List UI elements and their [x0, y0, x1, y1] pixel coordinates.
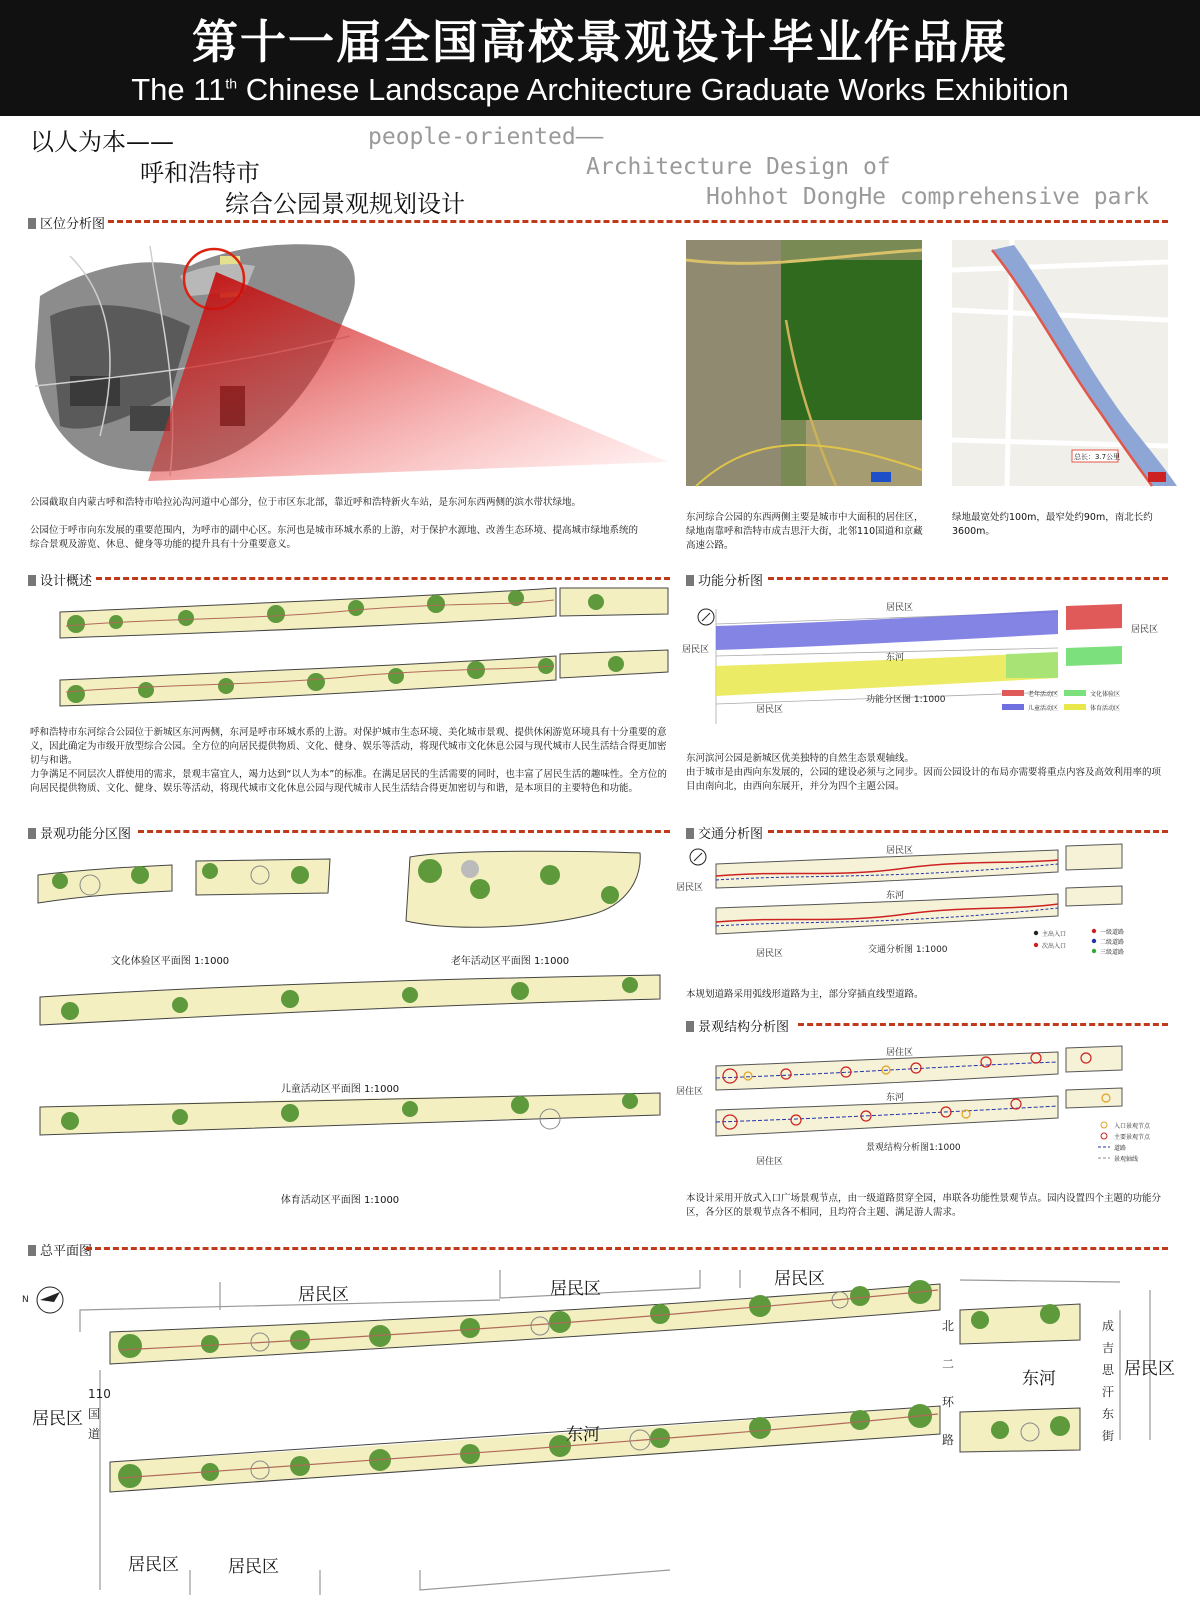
road-north2-label: 环: [942, 1395, 955, 1409]
legend-label: 一级道路: [1100, 929, 1125, 936]
master-resident-right: 居民区: [1124, 1359, 1175, 1379]
structure-text: 本设计采用开放式入口广场景观节点，由一级道路贯穿全园，串联各功能性景观节点。园内设置四个主题的功能分区，各分区的景观节点各不相同，且均符合主题、满足游人需求。: [686, 1193, 1162, 1218]
legend-swatch: [1064, 704, 1086, 710]
master-resident-bottom-1: 居民区: [128, 1555, 179, 1575]
section-traffic-label: 交通分析图: [686, 823, 763, 842]
traffic-resident-left: 居民区: [676, 883, 704, 893]
legend-marker: [1092, 939, 1096, 943]
legend-label: 主出入口: [1042, 931, 1067, 938]
traffic-text: 本规划道路采用弧线形道路为主，部分穿插直线型道路。: [686, 989, 924, 1000]
subtitle-cn-2: 呼和浩特市: [140, 159, 260, 187]
legend-label: 儿童活动区: [1028, 705, 1059, 712]
legend-label: 道路: [1114, 1145, 1127, 1152]
satellite-text: 东河综合公园的东西两侧主要是城市中大面积的居住区，绿地南靠呼和浩特市成吉思汗大街，北邻110国道和京藏高速公路。: [686, 512, 924, 551]
section-divider: [108, 220, 1168, 223]
function-resident-top: 居民区: [886, 603, 914, 613]
master-resident-3: 居民区: [774, 1269, 825, 1289]
map-scale-label: 总长：3.7公里: [1074, 453, 1121, 461]
road-110-label: 道: [88, 1427, 101, 1441]
section-design-label: 设计概述: [28, 570, 92, 589]
zone-sports-caption: 体育活动区平面图 1:1000: [280, 1195, 400, 1206]
legend-label: 体育活动区: [1090, 705, 1121, 712]
structure-river: 东河: [886, 1093, 905, 1103]
master-resident-bottom-2: 居民区: [228, 1557, 279, 1577]
section-location-label: 区位分析图: [28, 213, 105, 232]
traffic-resident-bottom: 居民区: [756, 949, 784, 959]
legend-label: 主要景观节点: [1114, 1134, 1151, 1141]
section-function-label: 功能分析图: [686, 570, 763, 589]
legend-label: 次出入口: [1042, 943, 1067, 950]
legend-label: 入口景观节点: [1114, 1123, 1151, 1130]
traffic-diagram: [676, 844, 1168, 972]
traffic-river: 东河: [886, 891, 905, 901]
function-diagram: [682, 603, 1168, 732]
section-divider: [138, 830, 670, 833]
legend-marker: [1092, 929, 1096, 933]
subtitle-cn-1: 以人为本——: [30, 128, 174, 156]
section-divider: [798, 1023, 1168, 1026]
road-chengjisihan-label: 成: [1102, 1319, 1115, 1333]
design-text-1: 呼和浩特市东河综合公园位于新城区东河两侧，东河是呼市环城水系的上游。对保护城市生态环境、美化城市景观、提供休闲游览环境具有十分重要的意义，因此确定为市级开放型综合公园。全方位的向居民提供物质、文化、健身、娱乐等活动，将现代城市文化休息公园与现代城市人民生活结合得更加密切与和谐。: [30, 727, 667, 766]
location-text-1: 公园截取自内蒙古呼和浩特市哈拉沁沟河道中心部分，位于市区东北部，靠近呼和浩特新火车站，是东河东西两侧的滨水带状绿地。: [30, 497, 582, 508]
traffic-resident-top: 居民区: [886, 846, 914, 856]
subtitle-en-3: Hohhot DongHe comprehensive park: [706, 184, 1150, 210]
north-label: N: [22, 1295, 29, 1305]
section-divider: [96, 577, 670, 580]
legend-label: 二级道路: [1100, 939, 1125, 946]
road-north2-label: 路: [942, 1433, 955, 1447]
road-chengjisihan-label: 思: [1102, 1363, 1115, 1377]
exhibition-title-cn: 第十一届全国高校景观设计毕业作品展: [192, 15, 1008, 69]
structure-caption: 景观结构分析图1:1000: [866, 1143, 961, 1153]
map-text: 绿地最宽处约100m，最窄处约90m，南北长约3600m。: [952, 512, 1153, 537]
structure-resident-bottom: 居住区: [756, 1157, 784, 1167]
legend-marker: [1101, 1122, 1107, 1128]
satellite-image: [686, 240, 922, 486]
section-zones-label: 景观功能分区图: [28, 823, 131, 842]
zones-plans: [30, 845, 670, 1210]
legend-swatch: [1002, 704, 1024, 710]
section-divider: [768, 830, 1168, 833]
legend-marker: [1092, 949, 1096, 953]
master-resident-left: 居民区: [32, 1409, 83, 1429]
design-plan: [56, 588, 668, 718]
subtitle-en-1: people-oriented——: [368, 124, 604, 150]
legend-swatch: [1064, 690, 1086, 696]
road-110-label: 110: [88, 1387, 111, 1401]
location-map: [30, 236, 670, 486]
structure-diagram: [676, 1046, 1168, 1176]
subtitle-cn-3: 综合公园景观规划设计: [225, 190, 465, 218]
legend-marker: [1101, 1133, 1107, 1139]
function-resident-bottom: 居民区: [756, 705, 784, 715]
master-resident-2: 居民区: [550, 1279, 601, 1299]
function-resident-right: 居民区: [1131, 625, 1159, 635]
zone-culture-caption: 文化体验区平面图 1:1000: [110, 956, 230, 967]
zone-elderly-caption: 老年活动区平面图 1:1000: [450, 956, 570, 967]
design-text-2: 力争满足不同层次人群使用的需求，景观丰富宜人，竭力达到“以人为本”的标准。在满足居民的生活需要的同时，也丰富了居民生活的趣味性。全方位的向居民提供物质、文化、健身、娱乐等活动，将现代城市文化休息公园与现代城市人民生活结合得更加密切与和谐，是本项目的主要特色和功能。: [30, 769, 667, 794]
legend-label: 老年活动区: [1028, 691, 1059, 698]
road-chengjisihan-label: 东: [1102, 1407, 1115, 1421]
road-chengjisihan-label: 街: [1102, 1429, 1115, 1443]
function-river: 东河: [886, 653, 905, 663]
location-text-2: 公园位于呼市向东发展的重要范围内，为呼市的副中心区。东河也是城市环城水系的上游，对于保护水源地、改善生态环境、提高城市绿地系统的综合景观及游览、休息、健身等功能的提升具有十分重要意义。: [30, 525, 639, 550]
legend-label: 三级道路: [1100, 949, 1125, 956]
legend-marker: [1034, 931, 1038, 935]
master-plan: [20, 1270, 1180, 1595]
function-caption: 功能分区图 1:1000: [866, 695, 946, 705]
legend-label: 文化体验区: [1090, 691, 1121, 698]
function-text-1: 东河滨河公园是新城区优美独特的自然生态景观轴线。: [686, 753, 915, 764]
road-north2-label: 北: [942, 1319, 955, 1333]
legend-label: 景观轴线: [1114, 1156, 1139, 1163]
exhibition-title-en: The 11th Chinese Landscape Architecture Graduate Works Exhibition: [131, 72, 1069, 107]
section-structure-label: 景观结构分析图: [686, 1016, 789, 1035]
structure-resident-top: 居住区: [886, 1048, 914, 1058]
section-divider: [768, 577, 1168, 580]
road-chengjisihan-label: 汗: [1102, 1385, 1115, 1399]
section-master-label: 总平面图: [28, 1240, 92, 1259]
function-text-2: 由于城市是由西向东发展的，公园的建设必须与之同步。因而公园设计的布局亦需要将重点内容及高效利用率的项目由南向北，由西向东展开，并分为四个主题公园。: [686, 767, 1162, 792]
subtitle-en-2: Architecture Design of: [586, 154, 891, 180]
legend-marker: [1034, 943, 1038, 947]
legend-swatch: [1002, 690, 1024, 696]
section-divider: [86, 1247, 1168, 1250]
road-north2-label: 二: [942, 1357, 955, 1371]
master-river-east: 东河: [1022, 1369, 1056, 1389]
master-river-main: 东河: [566, 1425, 600, 1445]
master-resident-1: 居民区: [298, 1285, 349, 1305]
traffic-caption: 交通分析图 1:1000: [868, 945, 948, 955]
structure-resident-left: 居住区: [676, 1087, 704, 1097]
function-resident-left: 居民区: [682, 645, 710, 655]
zone-children-caption: 儿童活动区平面图 1:1000: [280, 1084, 400, 1095]
road-map: [952, 240, 1168, 486]
road-110-label: 国: [88, 1407, 101, 1421]
road-chengjisihan-label: 吉: [1102, 1341, 1115, 1355]
